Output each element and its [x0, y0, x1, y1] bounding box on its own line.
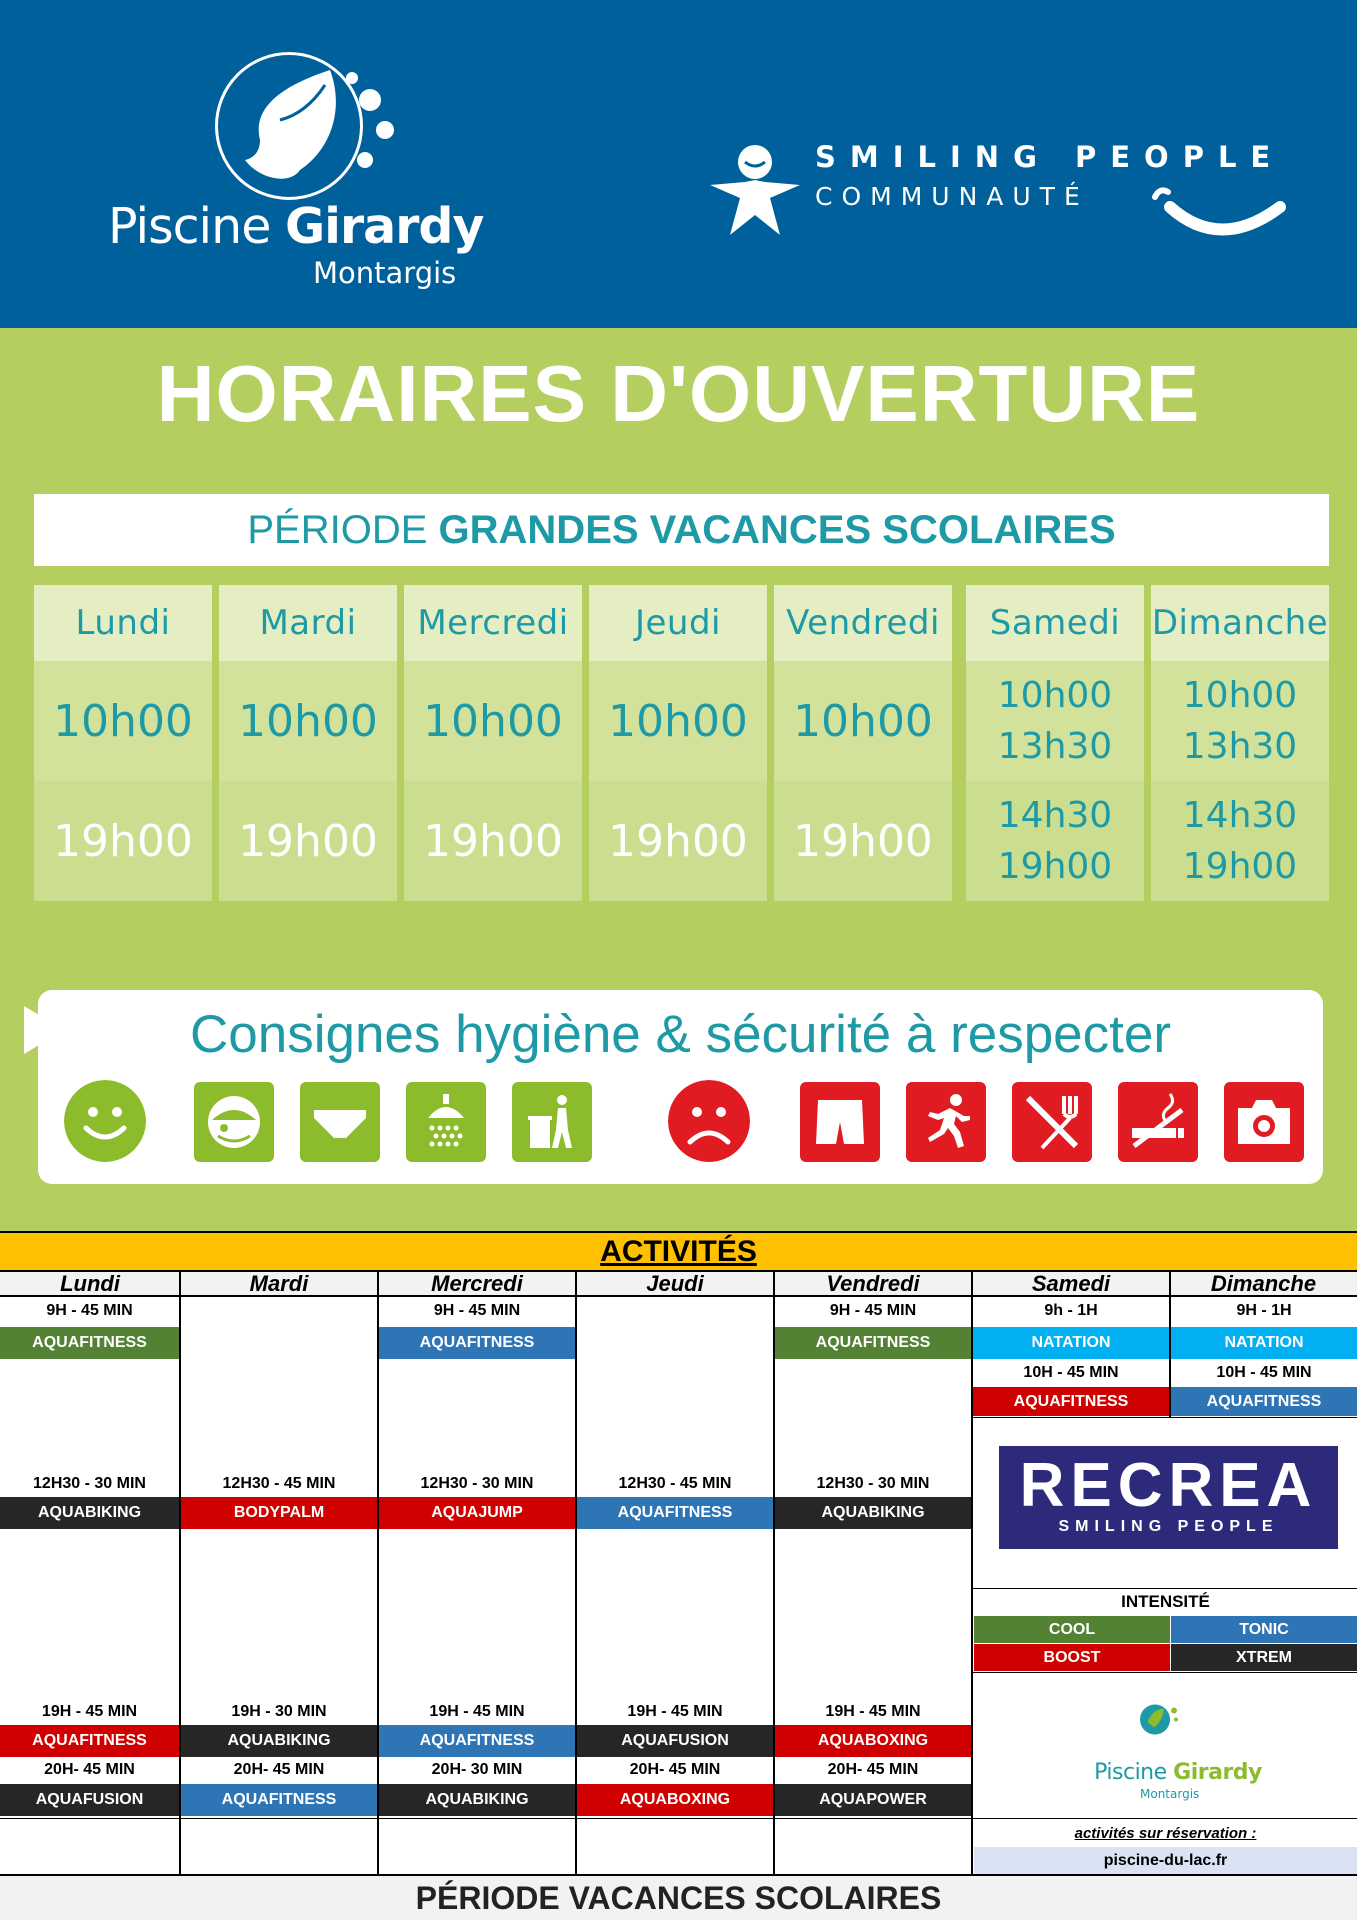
close-time-cell [774, 781, 952, 901]
hours-column-samedi [966, 585, 1144, 901]
open-time-cell [966, 661, 1144, 781]
activity-bodypalm: BODYPALM [181, 1497, 377, 1529]
activity-day-header: Vendredi [774, 1272, 972, 1297]
day-label: Mardi [219, 585, 397, 661]
activity-time: 20H- 45 MIN [0, 1758, 179, 1782]
activity-time: 9h - 1H [973, 1299, 1169, 1323]
activity-time: 12H30 - 45 MIN [577, 1472, 773, 1496]
recrea-sub: SMILING PEOPLE [1058, 1518, 1279, 1535]
activity-natation: NATATION [1171, 1327, 1357, 1359]
activity-time: 10H - 45 MIN [1171, 1361, 1357, 1385]
brand-name-bold: Girardy [284, 198, 484, 255]
activity-aquafitness: AQUAFITNESS [379, 1725, 575, 1757]
intensity-title: INTENSITÉ [1121, 1592, 1210, 1611]
activity-time: 19H - 45 MIN [0, 1700, 179, 1724]
activity-time: 20H- 45 MIN [775, 1758, 971, 1782]
activity-aquafitness: AQUAFITNESS [775, 1327, 971, 1359]
activity-time: 19H - 45 MIN [379, 1700, 575, 1724]
activity-day-header: Mardi [180, 1272, 378, 1297]
recrea-logo [999, 1446, 1338, 1549]
butterfly-icon [220, 60, 430, 200]
sad-face-icon [668, 1080, 750, 1162]
activity-day-header: Mercredi [378, 1272, 576, 1297]
day-label: Vendredi [774, 585, 952, 661]
activity-time: 9H - 45 MIN [0, 1299, 179, 1323]
footer-period-title: PÉRIODE VACANCES SCOLAIRES [0, 1874, 1357, 1920]
day-label: Samedi [966, 585, 1144, 661]
no-food-icon [1012, 1082, 1092, 1162]
close-time: 19h00 [1182, 846, 1298, 887]
activity-aquaboxing: AQUABOXING [775, 1725, 971, 1757]
activity-natation: NATATION [973, 1327, 1169, 1359]
partner-line2: COMMUNAUTÉ [815, 182, 1089, 211]
close-time-cell [404, 781, 582, 901]
activity-aquabiking: AQUABIKING [775, 1497, 971, 1529]
hours-column-mardi [219, 585, 397, 901]
close-time: 19h00 [53, 815, 193, 867]
open-time: 10h00 [423, 695, 563, 747]
activity-aquafitness: AQUAFITNESS [379, 1327, 575, 1359]
intensity-boost: BOOST [974, 1644, 1170, 1671]
brand-name [108, 198, 483, 255]
rules-panel [38, 990, 1323, 1184]
activity-time: 9H - 45 MIN [379, 1299, 575, 1323]
open-time: 10h00 [997, 675, 1113, 716]
website-link[interactable]: piscine-du-lac.fr [974, 1847, 1357, 1874]
swim-brief-icon [300, 1082, 380, 1162]
reservation-label [974, 1821, 1357, 1847]
activity-aquafusion: AQUAFUSION [0, 1784, 179, 1816]
day-label: Mercredi [404, 585, 582, 661]
open-time-cell [34, 661, 212, 781]
open-time-cell [589, 661, 767, 781]
open-time: 13h30 [997, 726, 1113, 767]
shower-icon [406, 1082, 486, 1162]
activity-aquafitness: AQUAFITNESS [1171, 1387, 1357, 1416]
piscine-girardy-small-logo [1135, 1695, 1215, 1759]
day-label: Lundi [34, 585, 212, 661]
swim-cap-icon [194, 1082, 274, 1162]
hours-column-vendredi [774, 585, 952, 901]
activity-aquapower: AQUAPOWER [775, 1784, 971, 1816]
reservation-text: activités sur réservation : [1074, 1825, 1257, 1842]
brand-name-light: Piscine [108, 198, 271, 255]
activity-time: 10H - 45 MIN [973, 1361, 1169, 1385]
close-time: 19h00 [238, 815, 378, 867]
smile-swoosh-icon [1150, 182, 1290, 242]
activity-day-header: Jeudi [576, 1272, 774, 1297]
period-prefix: PÉRIODE [247, 508, 428, 552]
close-time: 19h00 [997, 846, 1113, 887]
recrea-word: RECREA [1019, 1451, 1318, 1520]
grid-line [0, 1818, 972, 1819]
activity-aquabiking: AQUABIKING [181, 1725, 377, 1757]
activity-time: 9H - 45 MIN [775, 1299, 971, 1323]
open-time-cell [774, 661, 952, 781]
activity-aquaboxing: AQUABOXING [577, 1784, 773, 1816]
activity-time: 19H - 45 MIN [775, 1700, 971, 1724]
piscine-girardy-logo [100, 50, 520, 300]
activity-aquabiking: AQUABIKING [379, 1784, 575, 1816]
activity-time: 19H - 45 MIN [577, 1700, 773, 1724]
close-time: 14h30 [997, 795, 1113, 836]
close-time-cell [966, 781, 1144, 901]
activities-title [0, 1231, 1357, 1272]
close-time: 19h00 [793, 815, 933, 867]
close-time-cell [1151, 781, 1329, 901]
small-brand-bold: Girardy [1173, 1760, 1262, 1785]
no-smoking-icon [1118, 1082, 1198, 1162]
activity-day-header: Lundi [0, 1272, 180, 1297]
activity-aquafitness: AQUAFITNESS [973, 1387, 1169, 1416]
activity-time: 20H- 45 MIN [577, 1758, 773, 1782]
activity-aquabiking: AQUABIKING [0, 1497, 179, 1529]
close-time-cell [34, 781, 212, 901]
small-brand-light: Piscine [1094, 1760, 1167, 1785]
period-name: GRANDES VACANCES SCOLAIRES [438, 508, 1116, 552]
smiley-icon [64, 1080, 146, 1162]
rules-title: Consignes hygiène & sécurité à respecter [189, 1005, 1172, 1064]
open-time: 10h00 [238, 695, 378, 747]
activity-aquajump: AQUAJUMP [379, 1497, 575, 1529]
open-time: 10h00 [1182, 675, 1298, 716]
close-time: 19h00 [423, 815, 563, 867]
small-brand-city: Montargis [1140, 1787, 1200, 1801]
activity-time: 12H30 - 30 MIN [0, 1472, 179, 1496]
activity-aquafusion: AQUAFUSION [577, 1725, 773, 1757]
brand-city: Montargis [313, 256, 457, 290]
grid-line [972, 1672, 1357, 1673]
grid-line [972, 1818, 1357, 1819]
smiling-people-logo [705, 140, 1285, 250]
hours-column-mercredi [404, 585, 582, 901]
page-title: HORAIRES D'OUVERTURE [156, 349, 1201, 438]
hours-column-lundi [34, 585, 212, 901]
day-label: Dimanche [1151, 585, 1329, 661]
open-time: 10h00 [793, 695, 933, 747]
close-time-cell [219, 781, 397, 901]
open-time-cell [219, 661, 397, 781]
activity-time: 12H30 - 45 MIN [181, 1472, 377, 1496]
activity-time: 9H - 1H [1171, 1299, 1357, 1323]
open-time: 10h00 [53, 695, 193, 747]
running-icon [906, 1082, 986, 1162]
activity-day-header: Dimanche [1170, 1272, 1357, 1297]
activity-time: 12H30 - 30 MIN [775, 1472, 971, 1496]
partner-line1: SMILING PEOPLE [815, 140, 1285, 174]
open-time-cell [404, 661, 582, 781]
activity-aquafitness: AQUAFITNESS [181, 1784, 377, 1816]
close-time: 14h30 [1182, 795, 1298, 836]
trash-bin-icon [512, 1082, 592, 1162]
activity-aquafitness: AQUAFITNESS [577, 1497, 773, 1529]
period-banner [34, 494, 1329, 566]
open-time: 10h00 [608, 695, 748, 747]
close-time-cell [589, 781, 767, 901]
open-time: 13h30 [1182, 726, 1298, 767]
grid-line [972, 1417, 1357, 1418]
hours-column-jeudi [589, 585, 767, 901]
opening-hours-section [0, 328, 1357, 1231]
activity-day-header: Samedi [972, 1272, 1170, 1297]
open-time-cell [1151, 661, 1329, 781]
activities-title-text: ACTIVITÉS [600, 1235, 757, 1268]
day-label: Jeudi [589, 585, 767, 661]
activity-aquafitness: AQUAFITNESS [0, 1725, 179, 1757]
intensity-tonic: TONIC [1171, 1616, 1357, 1643]
close-time: 19h00 [608, 815, 748, 867]
star-person-icon [705, 140, 805, 240]
small-brand-name [1078, 1760, 1278, 1785]
intensity-cool: COOL [974, 1616, 1170, 1643]
header-banner [0, 0, 1357, 328]
camera-icon [1224, 1082, 1304, 1162]
activity-time: 12H30 - 30 MIN [379, 1472, 575, 1496]
activity-time: 20H- 45 MIN [181, 1758, 377, 1782]
activity-aquafitness: AQUAFITNESS [0, 1327, 179, 1359]
activity-time: 20H- 30 MIN [379, 1758, 575, 1782]
intensity-xtrem: XTREM [1171, 1644, 1357, 1671]
swim-shorts-icon [800, 1082, 880, 1162]
activity-time: 19H - 30 MIN [181, 1700, 377, 1724]
hours-column-dimanche [1151, 585, 1329, 901]
